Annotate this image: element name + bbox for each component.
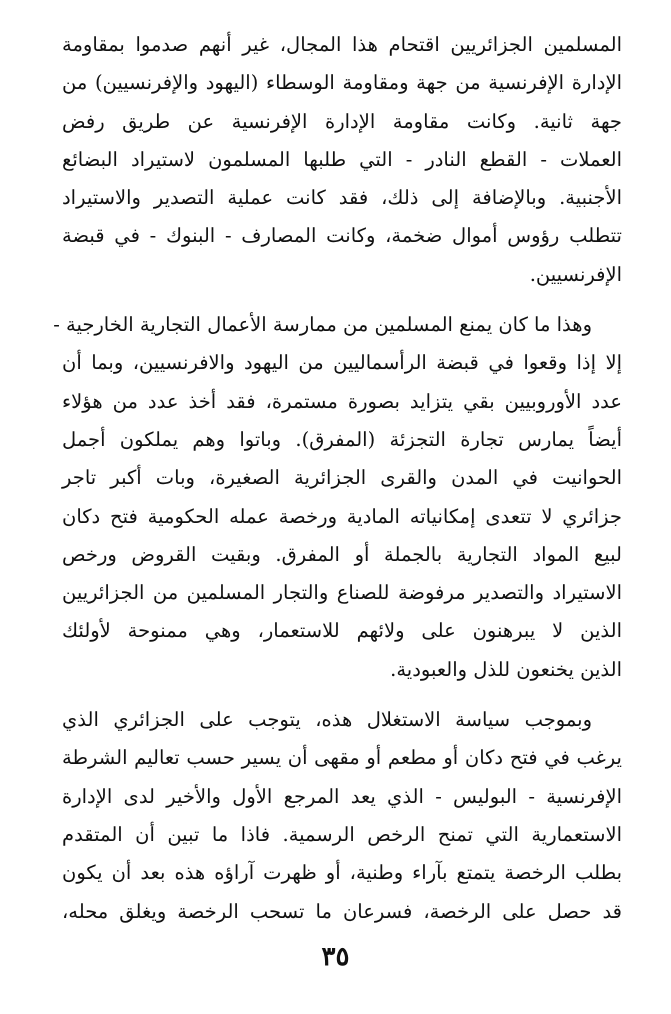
text-line: يرغب في فتح دكان أو مطعم أو مقهى أن يسير حسب تعاليم الشرطة <box>62 746 622 770</box>
paragraph-3 <box>62 701 622 931</box>
text-line: المسلمين الجزائريين اقتحام هذا المجال، غير أنهم صدموا بمقاومة <box>62 33 622 56</box>
text-line: وهذا ما كان يمنع المسلمين من ممارسة الأعمال التجارية الخارجية - <box>53 313 592 337</box>
text-line: جزائري لا تتعدى إمكانياته المادية ورخصة عمله الحكومية فتح دكان <box>62 504 622 528</box>
text-line: إلا إذا وقعوا في قبضة الرأسماليين من اليهود والافرنسيين، وبما أن <box>62 351 622 375</box>
page-body <box>53 26 622 931</box>
text-line: قد حصل على الرخصة، فسرعان ما تسحب الرخصة ويغلق محله، <box>62 899 622 923</box>
text-line: الحوانيت في المدن والقرى الجزائرية الصغيرة، وبات أكبر تاجر <box>62 466 622 490</box>
text-line: الإفرنسيين. <box>529 262 622 286</box>
page-number: ٣٥ <box>321 942 350 972</box>
paragraph-1 <box>62 26 622 294</box>
text-line: العملات - القطع النادر - التي طلبها المسلمون لاستيراد البضائع <box>62 147 622 171</box>
text-line: بطلب الرخصة يتمتع بآراء وطنية، أو ظهرت آراؤه هذه بعد أن يكون <box>62 861 622 885</box>
text-line: الاستعمارية التي تمنح الرخص الرسمية. فاذا ما تبين أن المتقدم <box>62 822 622 846</box>
text-line: الذين لا يبرهنون على ولائهم للاستعمار، وهي ممنوحة لأولئك <box>62 619 622 643</box>
paragraph-2 <box>53 306 622 689</box>
text-line: الإدارة الإفرنسية من جهة ومقاومة الوسطاء (اليهود والإفرنسيين) من <box>62 71 622 95</box>
text-line: وبموجب سياسة الاستغلال هذه، يتوجب على الجزائري الذي <box>62 708 592 732</box>
text-line: لبيع المواد التجارية بالجملة أو المفرق. وبقيت القروض ورخص <box>62 542 622 566</box>
text-line: الإفرنسية - البوليس - الذي يعد المرجع الأول والأخير لدى الإدارة <box>62 784 622 808</box>
paragraph-gap <box>62 689 622 701</box>
text-line: الذين يخنعون للذل والعبودية. <box>390 657 622 681</box>
text-line: عدد الأوروبيين بقي يتزايد بصورة مستمرة، فقد أخذ عدد من هؤلاء <box>62 389 622 413</box>
paragraph-gap <box>62 294 622 306</box>
text-line: جهة ثانية. وكانت مقاومة الإدارة الإفرنسية عن طريق رفض <box>62 109 622 133</box>
text-line: الأجنبية. وبالإضافة إلى ذلك، فقد كانت عملية التصدير والاستيراد <box>62 186 622 210</box>
text-line: تتطلب رؤوس أموال ضخمة، وكانت المصارف - البنوك - في قبضة <box>62 224 622 248</box>
text-line: أيضاً يمارس تجارة التجزئة (المفرق). وباتوا وهم يملكون أجمل <box>62 427 622 451</box>
text-line: الاستيراد والتصدير مرفوضة للصناع والتجار المسلمين من الجزائريين <box>62 581 622 605</box>
